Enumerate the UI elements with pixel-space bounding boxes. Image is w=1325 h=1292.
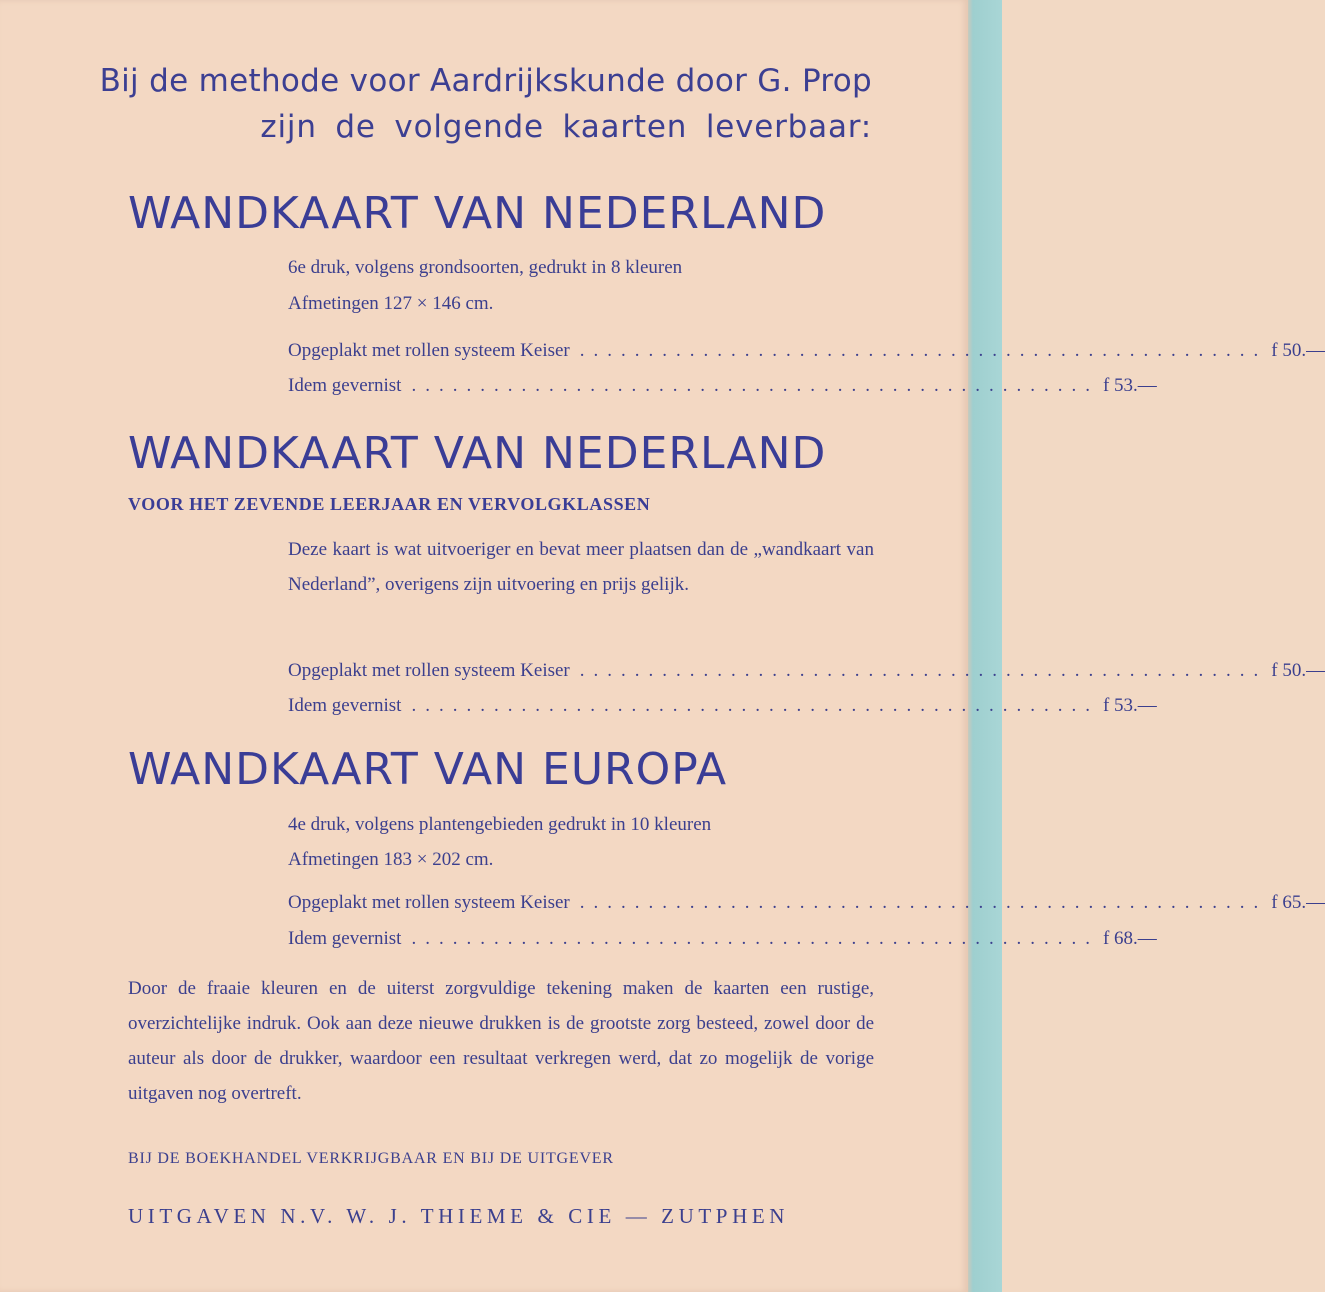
section-2-price-row-2 bbox=[288, 689, 1157, 723]
leader-dots: .................................................. bbox=[411, 695, 1099, 716]
section-3-description-line-1: 4e druk, volgens plantengebieden gedrukt in 10 kleuren bbox=[288, 814, 712, 835]
leader-dots: .................................................. bbox=[411, 375, 1099, 396]
price-label: Opgeplakt met rollen systeem Keiser bbox=[288, 660, 570, 681]
leader-dots: .................................................. bbox=[579, 660, 1268, 681]
section-3-price-row-1 bbox=[288, 886, 1325, 920]
leader-dots: .................................................. bbox=[579, 892, 1268, 913]
price-amount: f 53.— bbox=[1102, 695, 1157, 716]
price-label: Idem gevernist bbox=[288, 695, 402, 716]
publisher-line: UITGAVEN N.V. W. J. THIEME & CIE — ZUTPHEN bbox=[128, 1204, 790, 1228]
section-3-heading: WANDKAART VAN EUROPA bbox=[128, 744, 728, 795]
section-1-price-row-2 bbox=[288, 369, 1157, 403]
section-3-price-row-2 bbox=[288, 922, 1157, 956]
price-label: Opgeplakt met rollen systeem Keiser bbox=[288, 892, 570, 913]
price-amount: f 65.— bbox=[1271, 892, 1325, 913]
price-amount: f 50.— bbox=[1271, 660, 1325, 681]
price-amount: f 68.— bbox=[1102, 928, 1157, 949]
section-1-description-line-2: Afmetingen 127 × 146 cm. bbox=[288, 293, 494, 314]
section-2-subheading: VOOR HET ZEVENDE LEERJAAR EN VERVOLGKLASSEN bbox=[128, 494, 651, 514]
page-edge bbox=[968, 0, 1002, 1292]
bookshop-note: BIJ DE BOEKHANDEL VERKRIJGBAAR EN BIJ DE UITGEVER bbox=[128, 1150, 614, 1167]
section-2-heading: WANDKAART VAN NEDERLAND bbox=[128, 428, 827, 479]
section-1-price-row-1 bbox=[288, 334, 1325, 368]
section-1-description-line-1: 6e druk, volgens grondsoorten, gedrukt in 8 kleuren bbox=[288, 257, 683, 278]
leader-dots: .................................................. bbox=[411, 928, 1099, 949]
leader-dots: .................................................. bbox=[579, 340, 1268, 361]
section-2-price-row-1 bbox=[288, 654, 1325, 688]
section-2-description: Deze kaart is wat uitvoeriger en bevat meer plaatsen dan de „wandkaart van Nederland”, overigens zijn uitvoering en prijs gelijk. bbox=[288, 539, 874, 595]
intro-line-1: Bij de methode voor Aardrijkskunde door G. Prop bbox=[99, 63, 872, 99]
price-label: Idem gevernist bbox=[288, 928, 402, 949]
intro-line-2: zijn de volgende kaarten leverbaar: bbox=[260, 109, 872, 145]
price-amount: f 50.— bbox=[1271, 340, 1325, 361]
price-label: Opgeplakt met rollen systeem Keiser bbox=[288, 340, 570, 361]
closing-paragraph: Door de fraaie kleuren en de uiterst zorgvuldige tekening maken de kaarten een rustige, overzichtelijke indruk. Ook aan deze nieuwe drukken is de grootste zorg besteed, zowel door de auteur als door de drukker, waardoor een resultaat verkregen werd, dat zo mogelijk de vorige uitgaven nog overtreft. bbox=[128, 978, 874, 1104]
price-amount: f 53.— bbox=[1102, 375, 1157, 396]
price-label: Idem gevernist bbox=[288, 375, 402, 396]
section-1-heading: WANDKAART VAN NEDERLAND bbox=[128, 188, 827, 239]
section-3-description-line-2: Afmetingen 183 × 202 cm. bbox=[288, 849, 494, 870]
